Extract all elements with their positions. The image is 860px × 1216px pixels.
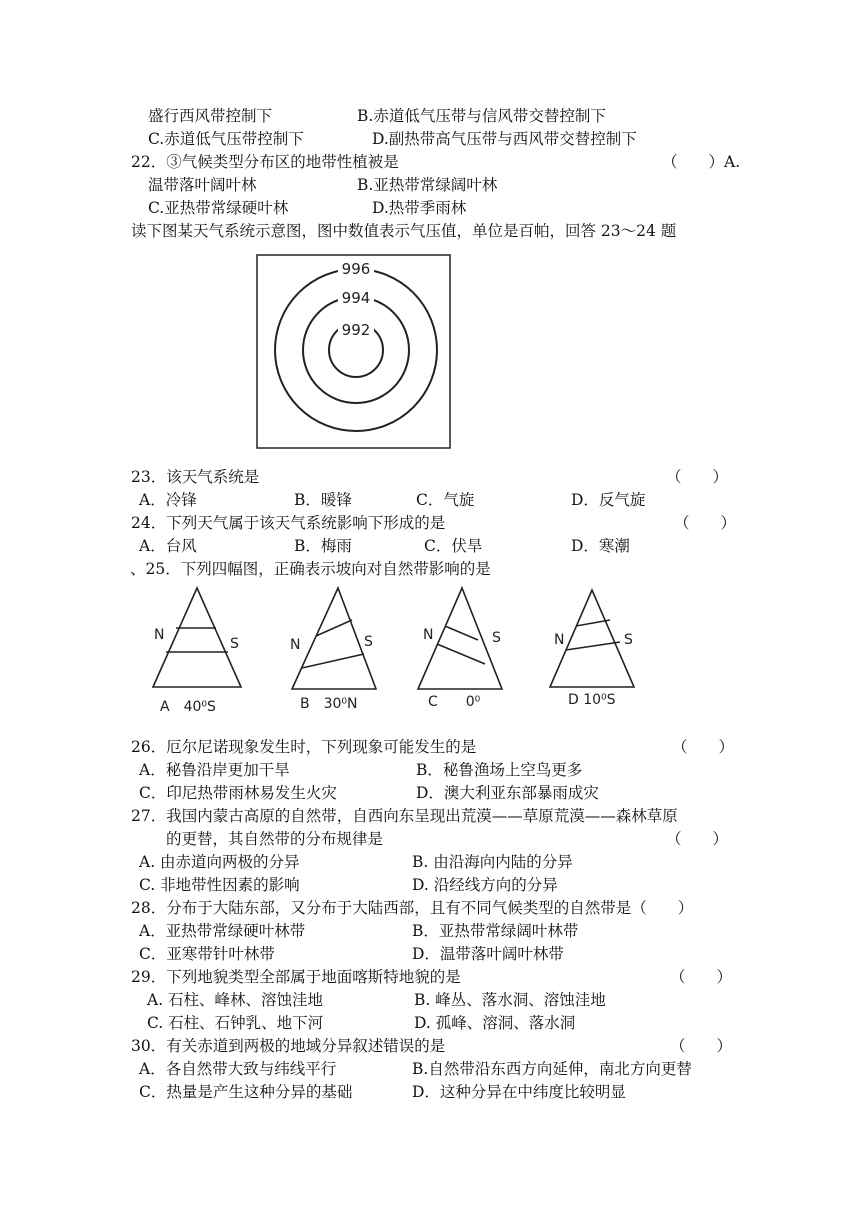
q29-option-c: C. 石柱、石钟乳、地下河 <box>147 1014 324 1032</box>
isobar-label-outer: 996 <box>341 260 371 278</box>
triangle-d-caption: D 10⁰S <box>568 692 616 708</box>
q26-option-b: B．秘鲁渔场上空鸟更多 <box>416 761 583 779</box>
q22-stem: 22．③气候类型分布区的地带性植被是 <box>131 153 399 171</box>
q30-option-d: D．这种分异在中纬度比较明显 <box>412 1083 626 1101</box>
q24-option-a: A．台风 <box>139 537 197 555</box>
q23-stem: 23．该天气系统是 <box>131 468 260 486</box>
q30-option-c: C．热量是产生这种分异的基础 <box>139 1083 353 1101</box>
triangle-a <box>153 588 241 687</box>
triangle-b-s-label: S <box>364 634 373 650</box>
triangle-a-n-label: N <box>154 627 165 643</box>
q29-stem: 29．下列地貌类型全部属于地面喀斯特地貌的是 <box>131 968 461 986</box>
q22-option-b: B.亚热带常绿阔叶林 <box>357 176 498 194</box>
q28-option-a: A．亚热带常绿硬叶林带 <box>139 922 306 940</box>
isobar-label-middle: 994 <box>341 289 371 307</box>
q30-option-a: A．各自然带大致与纬线平行 <box>139 1060 337 1078</box>
triangle-c-caption: C 0⁰ <box>428 694 481 710</box>
q28-stem: 28．分布于大陆东部，又分布于大陆西部，且有不同气候类型的自然带是（ ） <box>131 899 694 917</box>
isobar-figure <box>256 254 452 450</box>
q29-option-a: A. 石柱、峰林、溶蚀洼地 <box>147 991 324 1009</box>
intro-q23-24: 读下图某天气系统示意图，图中数值表示气压值，单位是百帕，回答 23～24 题 <box>131 222 677 240</box>
triangle-b-caption: B 30⁰N <box>300 696 358 712</box>
q24-stem: 24．下列天气属于该天气系统影响下形成的是 <box>131 514 446 532</box>
q21-option-b: B.赤道低气压带与信风带交替控制下 <box>357 107 606 125</box>
q29-option-d: D. 孤峰、溶洞、落水洞 <box>414 1014 576 1032</box>
q22-option-c: C.亚热带常绿硬叶林 <box>148 199 289 217</box>
q29-option-b: B. 峰丛、落水洞、溶蚀洼地 <box>414 991 606 1009</box>
q27-option-d: D. 沿经线方向的分异 <box>412 876 558 894</box>
q27-stem: 27．我国内蒙古高原的自然带，自西向东呈现出荒漠——草原荒漠——森林草原 <box>131 807 678 825</box>
q23-option-b: B．暖锋 <box>294 491 352 509</box>
q24-option-c: C．伏旱 <box>424 537 483 555</box>
triangle-c-s-label: S <box>492 630 501 646</box>
q23-option-c: C．气旋 <box>416 491 475 509</box>
slope-aspect-figure <box>140 582 640 722</box>
triangle-d-s-label: S <box>624 632 633 648</box>
q29-answer-paren: （ ） <box>670 968 733 986</box>
q27-option-a: A. 由赤道向两极的分异 <box>139 853 300 871</box>
q22-option-a: 温带落叶阔叶林 <box>148 176 257 194</box>
q27-option-c: C. 非地带性因素的影响 <box>139 876 300 894</box>
q26-answer-paren: （ ） <box>672 738 735 756</box>
q24-option-b: B．梅雨 <box>294 537 352 555</box>
q30-option-b: B.自然带沿东西方向延伸，南北方向更替 <box>412 1060 692 1078</box>
q21-option-a-tail: 盛行西风带控制下 <box>148 107 273 125</box>
figure-frame <box>257 255 450 448</box>
q26-stem: 26．厄尔尼诺现象发生时，下列现象可能发生的是 <box>131 738 477 756</box>
q22-answer-paren: （ ）A. <box>662 153 741 171</box>
q26-option-a: A．秘鲁沿岸更加干旱 <box>139 761 290 779</box>
q27-answer-paren: （ ） <box>666 830 729 848</box>
q28-option-b: B．亚热带常绿阔叶林带 <box>412 922 579 940</box>
q25-stem: 、25．下列四幅图，正确表示坡向对自然带影响的是 <box>130 560 491 578</box>
q22-option-d: D.热带季雨林 <box>372 199 467 217</box>
triangle-b-n-label: N <box>290 637 301 653</box>
q24-option-d: D．寒潮 <box>571 537 630 555</box>
q23-option-a: A．冷锋 <box>139 491 197 509</box>
q30-answer-paren: （ ） <box>670 1037 733 1055</box>
triangle-a-s-label: S <box>230 636 239 652</box>
triangle-d-n-label: N <box>554 632 565 648</box>
isobar-label-inner: 992 <box>341 321 371 339</box>
q26-option-d: D．澳大利亚东部暴雨成灾 <box>416 784 599 802</box>
q21-option-d: D.副热带高气压带与西风带交替控制下 <box>372 130 637 148</box>
q27-stem-cont: 的更替，其自然带的分布规律是 <box>166 830 384 848</box>
q23-option-d: D．反气旋 <box>571 491 646 509</box>
triangle-a-caption: A 40⁰S <box>160 699 216 715</box>
q28-option-d: D．温带落叶阔叶林带 <box>412 945 564 963</box>
q24-answer-paren: （ ） <box>674 514 737 532</box>
q30-stem: 30．有关赤道到两极的地域分异叙述错误的是 <box>131 1037 446 1055</box>
q28-option-c: C．亚寒带针叶林带 <box>139 945 275 963</box>
q27-option-b: B. 由沿海向内陆的分异 <box>412 853 573 871</box>
q21-option-c: C.赤道低气压带控制下 <box>148 130 304 148</box>
q23-answer-paren: （ ） <box>666 468 729 486</box>
q26-option-c: C．印尼热带雨林易发生火灾 <box>139 784 337 802</box>
triangle-c-n-label: N <box>423 627 434 643</box>
